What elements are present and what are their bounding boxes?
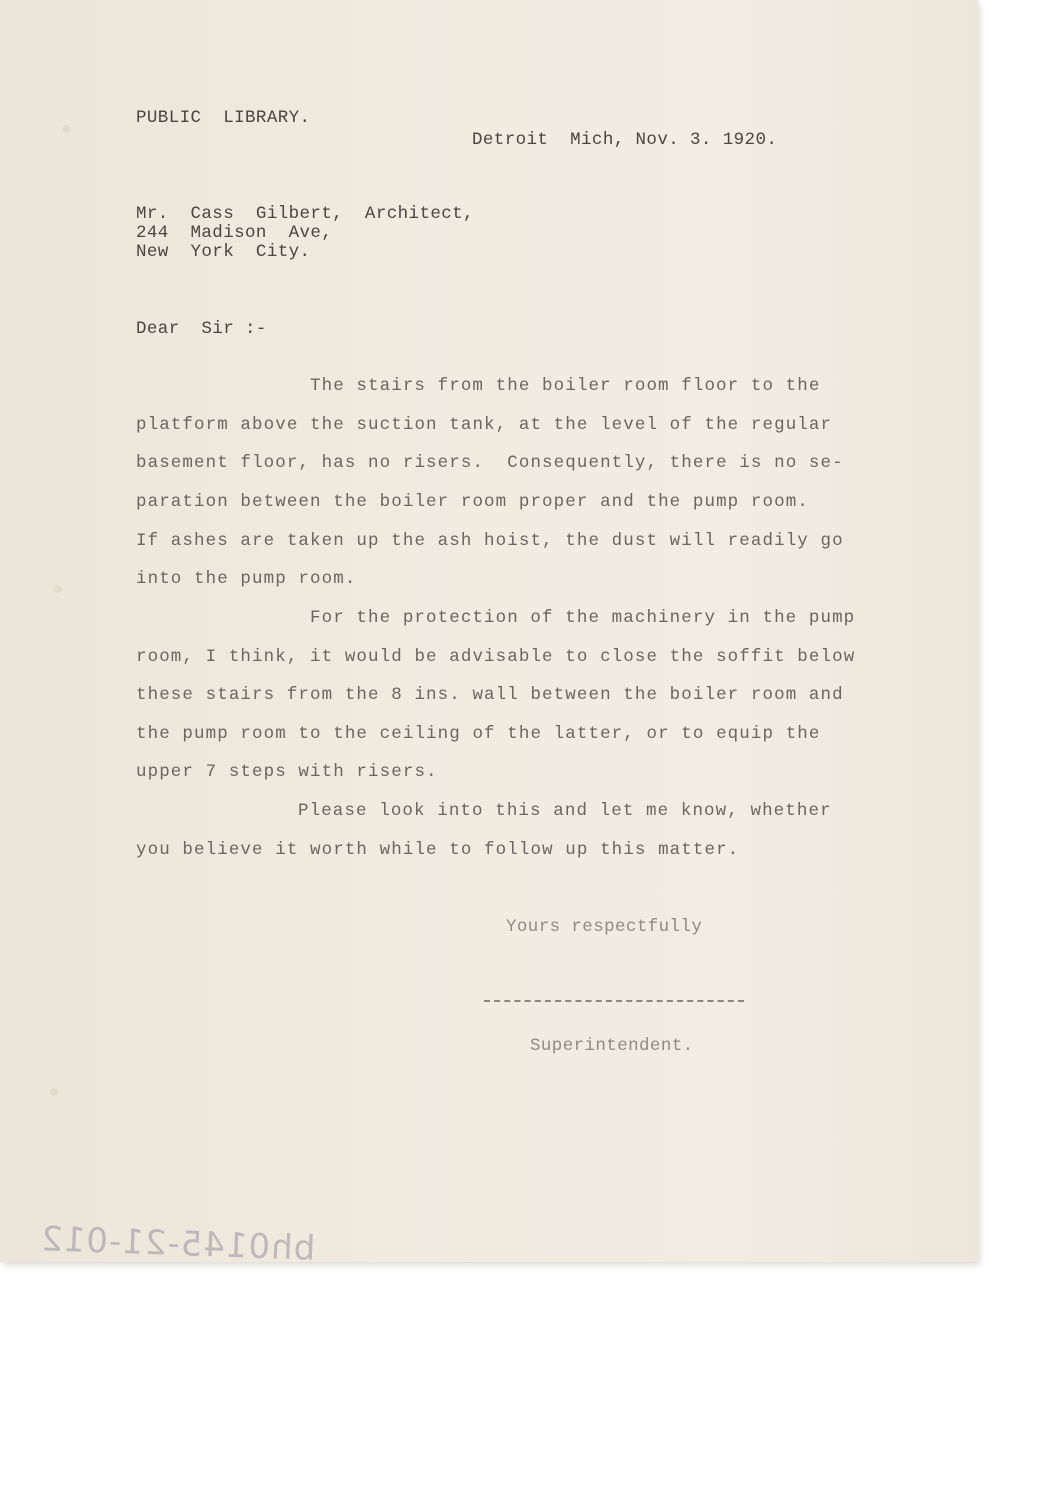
punch-hole-mark	[54, 585, 62, 593]
body-line: For the protection of the machinery in the pump	[310, 608, 856, 628]
archive-stamp: bh0145-21-012	[39, 1219, 316, 1269]
signature-title: Superintendent.	[530, 1036, 694, 1056]
body-line: you believe it worth while to follow up this matter.	[136, 840, 740, 860]
body-line: the pump room to the ceiling of the latter, or to equip the	[136, 724, 821, 744]
body-line: Please look into this and let me know, whether	[298, 801, 832, 821]
closing: Yours respectfully	[506, 917, 703, 937]
body-line: into the pump room.	[136, 569, 357, 589]
recipient-line: 244 Madison Ave,	[136, 223, 333, 243]
body-line: paration between the boiler room proper and the pump room.	[136, 492, 809, 512]
signature-line	[484, 1000, 744, 1002]
dateline: Detroit Mich, Nov. 3. 1920.	[472, 130, 778, 150]
body-line: basement floor, has no risers. Consequently, there is no se-	[136, 453, 844, 473]
recipient-line: Mr. Cass Gilbert, Architect,	[136, 204, 474, 224]
salutation: Dear Sir :-	[136, 319, 267, 339]
body-line: If ashes are taken up the ash hoist, the dust will readily go	[136, 531, 844, 551]
body-line: The stairs from the boiler room floor to the	[310, 376, 821, 396]
body-line: upper 7 steps with risers.	[136, 762, 438, 782]
body-line: platform above the suction tank, at the level of the regular	[136, 415, 833, 435]
punch-hole-mark	[62, 125, 70, 133]
recipient-line: New York City.	[136, 242, 311, 262]
body-line: these stairs from the 8 ins. wall between the boiler room and	[136, 685, 844, 705]
body-line: room, I think, it would be advisable to close the soffit below	[136, 647, 856, 667]
punch-hole-mark	[50, 1088, 58, 1096]
letterhead: PUBLIC LIBRARY.	[136, 108, 311, 128]
